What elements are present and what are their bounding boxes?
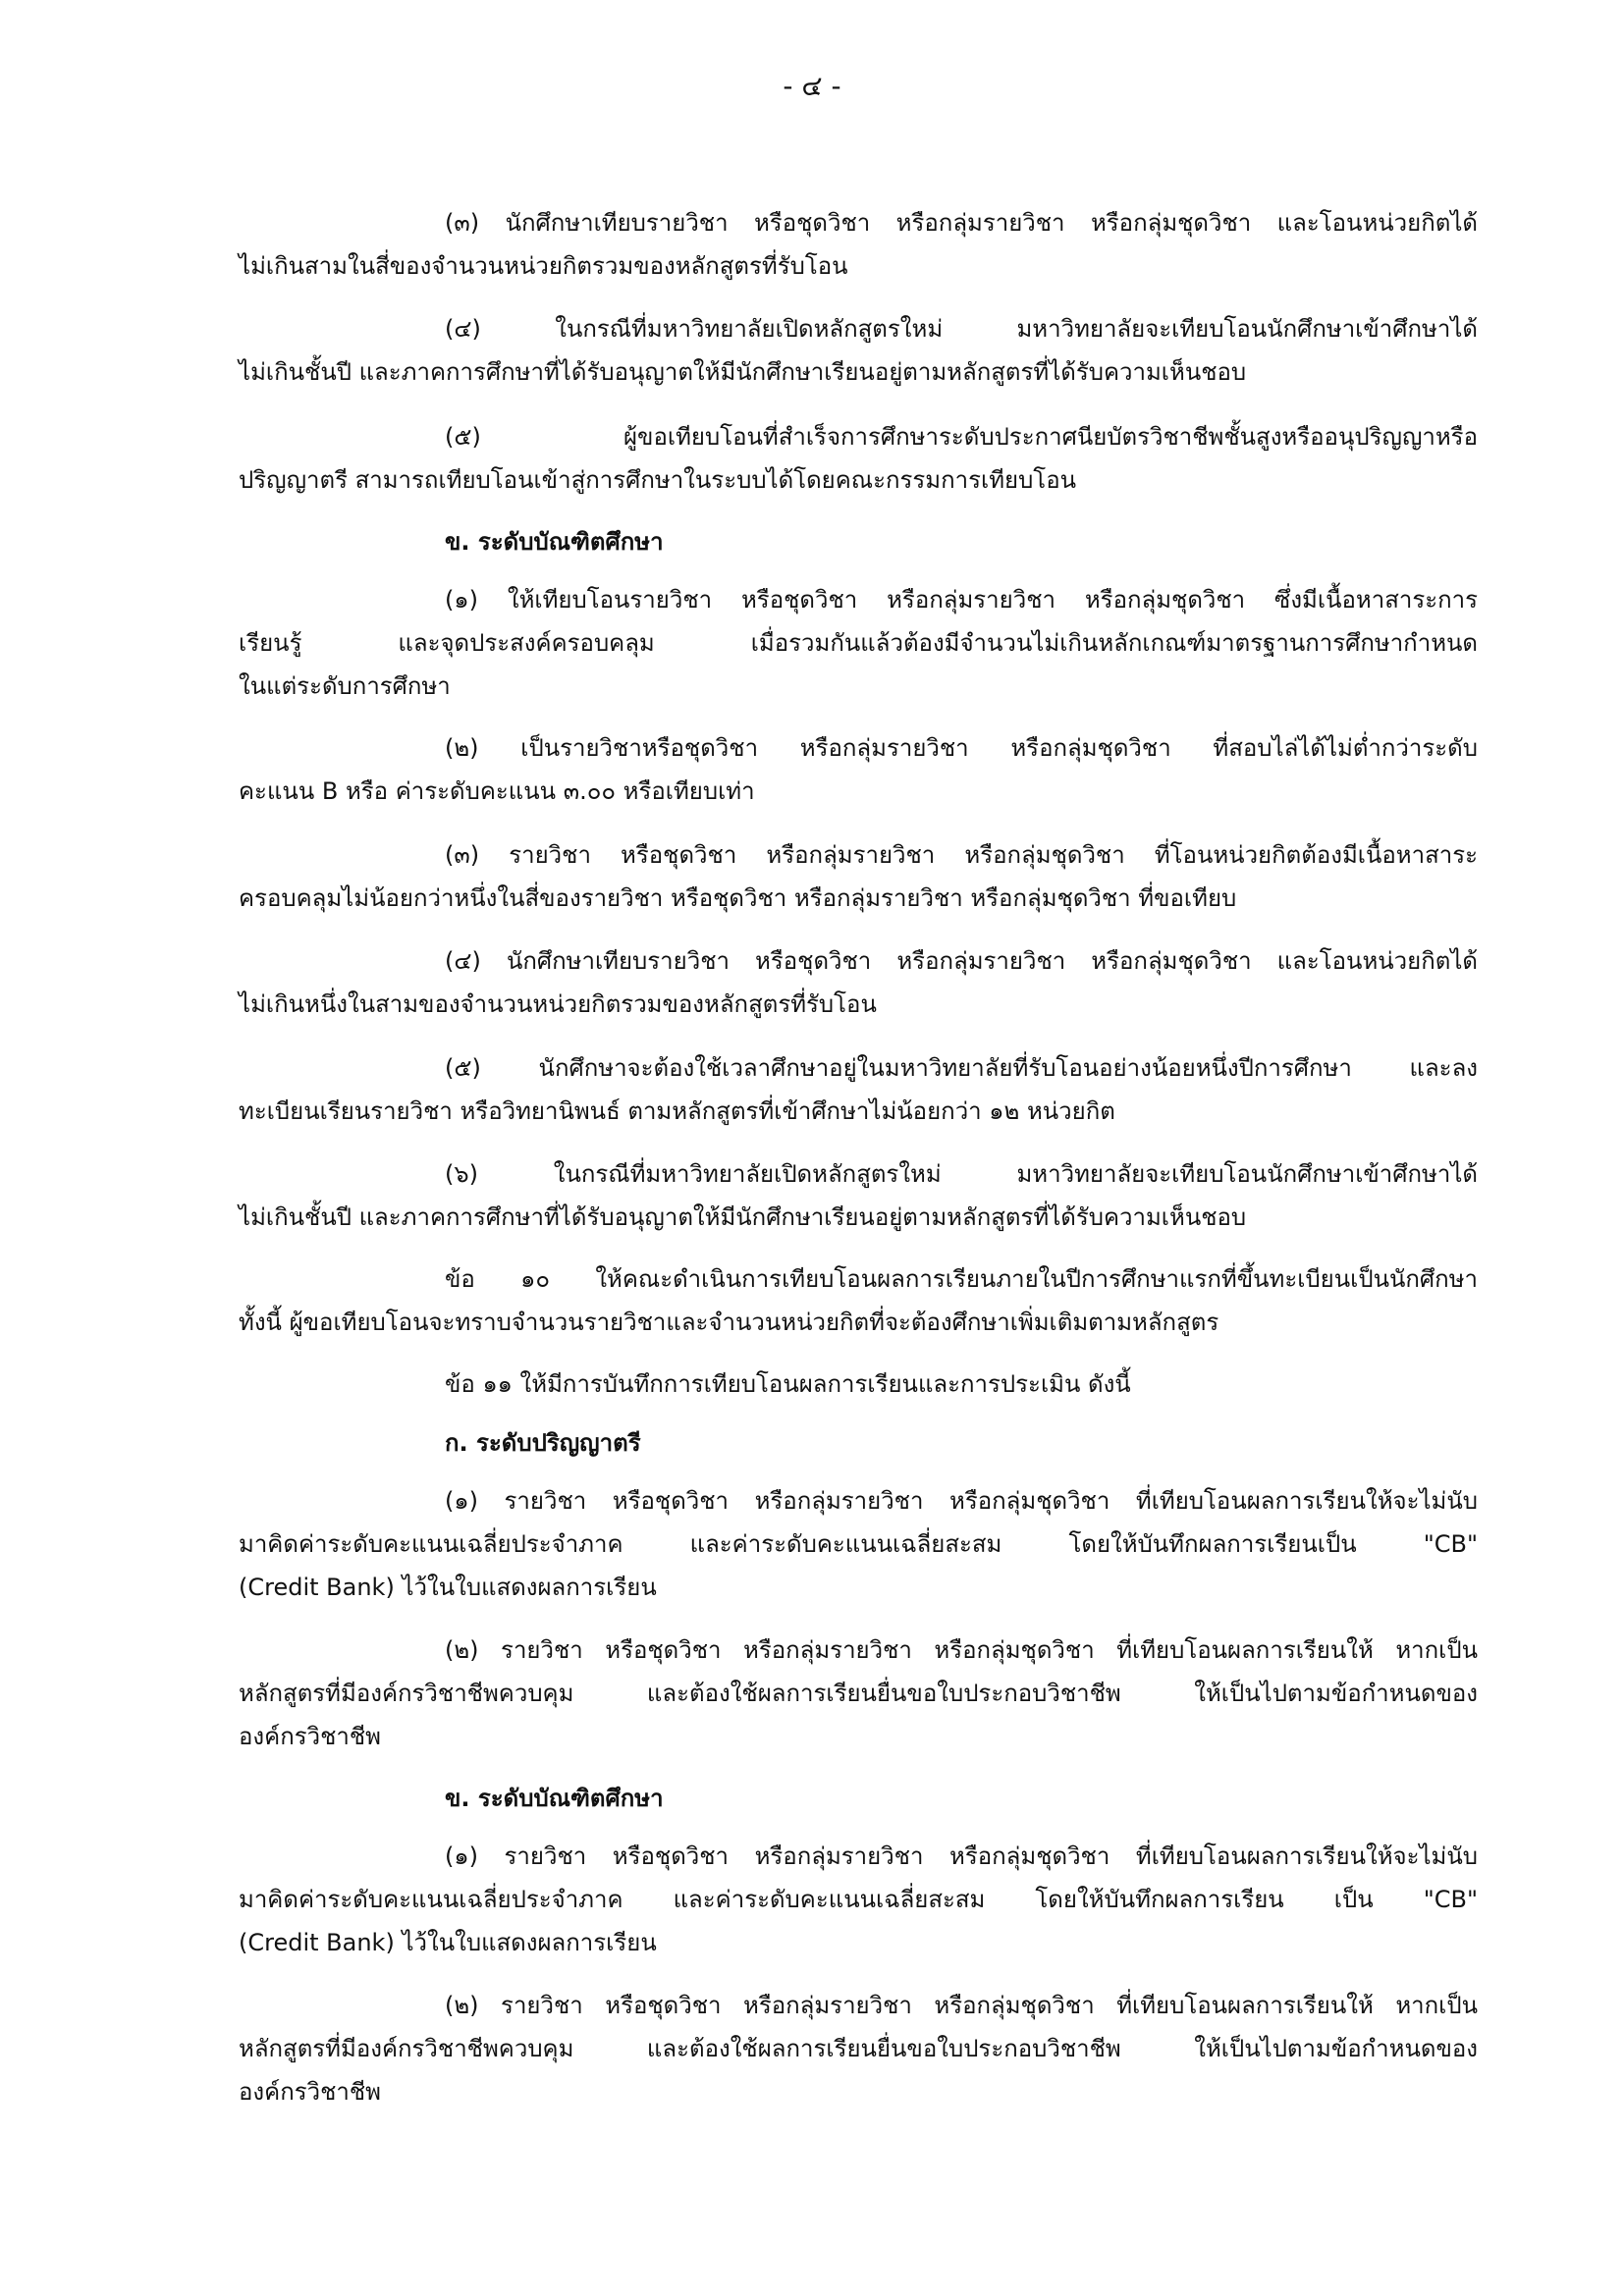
paragraph-line: ทะเบียนเรียนรายวิชา หรือวิทยานิพนธ์ ตามหลักสูตรที่เข้าศึกษาไม่น้อยกว่า ๑๒ หน่วยกิต [239, 1097, 1115, 1125]
paragraph-line: (๔) ในกรณีที่มหาวิทยาลัยเปิดหลักสูตรใหม่ มหาวิทยาลัยจะเทียบโอนนักศึกษาเข้าศึกษาได้ [445, 315, 1478, 343]
paragraph-line: องค์กรวิชาชีพ [239, 1723, 381, 1750]
paragraph [239, 1479, 1478, 1609]
paragraph [239, 1046, 1478, 1133]
paragraph [239, 201, 1478, 288]
page-number: - ๔ - [783, 70, 841, 102]
paragraph-line: (๕) ผู้ขอเทียบโอนที่สำเร็จการศึกษาระดับประกาศนียบัตรวิชาชีพชั้นสูงหรืออนุปริญญาหรือ [445, 423, 1478, 451]
paragraph-line: (Credit Bank) ไว้ในใบแสดงผลการเรียน [239, 1574, 657, 1601]
section-heading: ข. ระดับบัณฑิตศึกษา [445, 528, 664, 556]
paragraph-line: ข้อ ๑๐ ให้คณะดำเนินการเทียบโอนผลการเรียนภายในปีการศึกษาแรกที่ขึ้นทะเบียนเป็นนักศึกษา [445, 1265, 1478, 1293]
paragraph [239, 415, 1478, 502]
paragraph-line: (๓) รายวิชา หรือชุดวิชา หรือกลุ่มรายวิชา หรือกลุ่มชุดวิชา ที่โอนหน่วยกิตต้องมีเนื้อหาสาระ [445, 841, 1478, 869]
paragraph-line: (๒) รายวิชา หรือชุดวิชา หรือกลุ่มรายวิชา หรือกลุ่มชุดวิชา ที่เทียบโอนผลการเรียนให้ หากเป็น [445, 1636, 1478, 1664]
paragraph [239, 1152, 1478, 1239]
paragraph-line: ไม่เกินหนึ่งในสามของจำนวนหน่วยกิตรวมของหลักสูตรที่รับโอน [239, 990, 877, 1018]
section-heading: ก. ระดับปริญญาตรี [445, 1429, 641, 1457]
paragraph-line: ทั้งนี้ ผู้ขอเทียบโอนจะทราบจำนวนรายวิชาและจำนวนหน่วยกิตที่จะต้องศึกษาเพิ่มเติมตามหลักสูตร [239, 1308, 1219, 1336]
paragraph [239, 1362, 1478, 1406]
paragraph [239, 939, 1478, 1026]
paragraph [239, 578, 1478, 708]
paragraph [239, 1984, 1478, 2113]
paragraph-line: มาคิดค่าระดับคะแนนเฉลี่ยประจำภาค และค่าระดับคะแนนเฉลี่ยสะสม โดยให้บันทึกผลการเรียนเป็น "CB" [239, 1530, 1478, 1558]
paragraph [239, 1257, 1478, 1344]
paragraph-line: (๑) รายวิชา หรือชุดวิชา หรือกลุ่มรายวิชา หรือกลุ่มชุดวิชา ที่เทียบโอนผลการเรียนให้จะไม่นับ [445, 1842, 1478, 1870]
paragraph-line: เรียนรู้ และจุดประสงค์ครอบคลุม เมื่อรวมกันแล้วต้องมีจำนวนไม่เกินหลักเกณฑ์มาตรฐานการศึกษากำหนด [239, 629, 1478, 657]
paragraph-line: ไม่เกินชั้นปี และภาคการศึกษาที่ได้รับอนุญาตให้มีนักศึกษาเรียนอยู่ตามหลักสูตรที่ได้รับความเห็นชอบ [239, 358, 1247, 386]
section-heading: ข. ระดับบัณฑิตศึกษา [445, 1785, 664, 1812]
paragraph-line: (๑) ให้เทียบโอนรายวิชา หรือชุดวิชา หรือกลุ่มรายวิชา หรือกลุ่มชุดวิชา ซึ่งมีเนื้อหาสาระการ [445, 586, 1478, 614]
paragraph-line: องค์กรวิชาชีพ [239, 2078, 381, 2106]
paragraph [239, 833, 1478, 920]
paragraph-line: หลักสูตรที่มีองค์กรวิชาชีพควบคุม และต้องใช้ผลการเรียนยื่นขอใบประกอบวิชาชีพ ให้เป็นไปตามข้อกำหนดของ [239, 1680, 1478, 1707]
paragraph [239, 1629, 1478, 1758]
paragraph-line: (๕) นักศึกษาจะต้องใช้เวลาศึกษาอยู่ในมหาวิทยาลัยที่รับโอนอย่างน้อยหนึ่งปีการศึกษา และลง [445, 1054, 1478, 1082]
paragraph-line: มาคิดค่าระดับคะแนนเฉลี่ยประจำภาค และค่าระดับคะแนนเฉลี่ยสะสม โดยให้บันทึกผลการเรียน เป็น "CB" [239, 1886, 1478, 1913]
paragraph-line: (๒) เป็นรายวิชาหรือชุดวิชา หรือกลุ่มรายวิชา หรือกลุ่มชุดวิชา ที่สอบไล่ได้ไม่ต่ำกว่าระดับ [445, 734, 1478, 762]
paragraph-line: ครอบคลุมไม่น้อยกว่าหนึ่งในสี่ของรายวิชา หรือชุดวิชา หรือกลุ่มรายวิชา หรือกลุ่มชุดวิชา ที่ขอเทียบ [239, 884, 1237, 912]
paragraph [239, 1835, 1478, 1964]
paragraph-line: คะแนน B หรือ ค่าระดับคะแนน ๓.๐๐ หรือเทียบเท่า [239, 777, 755, 805]
paragraph-line: (๓) นักศึกษาเทียบรายวิชา หรือชุดวิชา หรือกลุ่มรายวิชา หรือกลุ่มชุดวิชา และโอนหน่วยกิตได้ [445, 209, 1478, 237]
paragraph-line: ในแต่ระดับการศึกษา [239, 672, 451, 700]
paragraph-line: (๑) รายวิชา หรือชุดวิชา หรือกลุ่มรายวิชา หรือกลุ่มชุดวิชา ที่เทียบโอนผลการเรียนให้จะไม่นับ [445, 1487, 1478, 1515]
paragraph-line: ข้อ ๑๑ ให้มีการบันทึกการเทียบโอนผลการเรียนและการประเมิน ดังนี้ [445, 1370, 1131, 1398]
paragraph-line: (๔) นักศึกษาเทียบรายวิชา หรือชุดวิชา หรือกลุ่มรายวิชา หรือกลุ่มชุดวิชา และโอนหน่วยกิตได้ [445, 947, 1478, 975]
paragraph [239, 307, 1478, 394]
paragraph-line: (Credit Bank) ไว้ในใบแสดงผลการเรียน [239, 1929, 657, 1956]
paragraph-line: ปริญญาตรี สามารถเทียบโอนเข้าสู่การศึกษาในระบบได้โดยคณะกรรมการเทียบโอน [239, 466, 1077, 494]
paragraph-line: (๒) รายวิชา หรือชุดวิชา หรือกลุ่มรายวิชา หรือกลุ่มชุดวิชา ที่เทียบโอนผลการเรียนให้ หากเป็น [445, 1992, 1478, 2019]
paragraph-line: ไม่เกินสามในสี่ของจำนวนหน่วยกิตรวมของหลักสูตรที่รับโอน [239, 252, 848, 280]
paragraph-line: หลักสูตรที่มีองค์กรวิชาชีพควบคุม และต้องใช้ผลการเรียนยื่นขอใบประกอบวิชาชีพ ให้เป็นไปตามข้อกำหนดของ [239, 2035, 1478, 2062]
paragraph-line: ไม่เกินชั้นปี และภาคการศึกษาที่ได้รับอนุญาตให้มีนักศึกษาเรียนอยู่ตามหลักสูตรที่ได้รับความเห็นชอบ [239, 1203, 1247, 1231]
paragraph-line: (๖) ในกรณีที่มหาวิทยาลัยเปิดหลักสูตรใหม่ มหาวิทยาลัยจะเทียบโอนนักศึกษาเข้าศึกษาได้ [445, 1160, 1478, 1188]
paragraph [239, 726, 1478, 813]
